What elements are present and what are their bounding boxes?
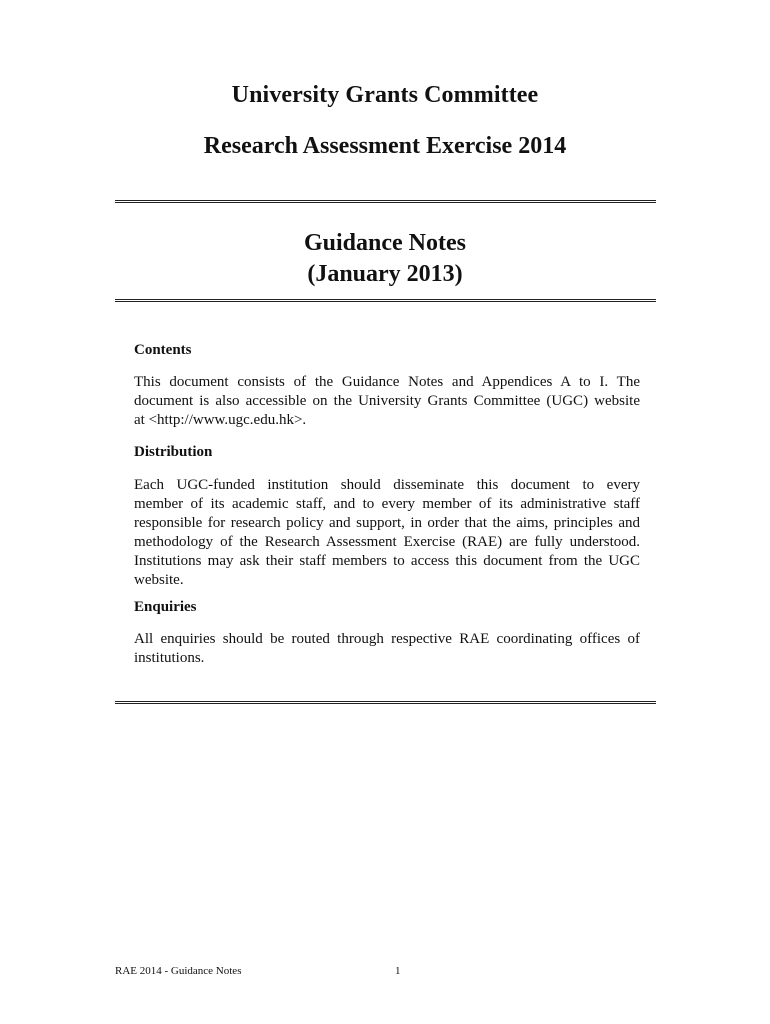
contents-line: at <http://www.ugc.edu.hk>. — [134, 412, 307, 428]
distribution-line: website. — [134, 572, 184, 588]
enquiries-line: institutions. — [134, 650, 205, 666]
distribution-line: responsible for research policy and support, in order that the aims, principles and — [134, 515, 640, 531]
contents-heading: Contents — [134, 342, 192, 358]
footer-page-number: 1 — [395, 965, 401, 977]
footer-document-label: RAE 2014 - Guidance Notes — [115, 965, 242, 977]
contents-paragraph — [134, 373, 640, 430]
contents-line: This document consists of the Guidance Notes and Appendices A to I. The — [134, 374, 640, 390]
organization-title: University Grants Committee — [231, 82, 539, 108]
distribution-paragraph — [134, 476, 640, 590]
bottom-divider — [115, 701, 656, 704]
distribution-line: methodology of the Research Assessment Exercise (RAE) are fully understood. — [134, 534, 640, 550]
enquiries-paragraph — [134, 630, 640, 668]
distribution-line: member of its academic staff, and to every member of its administrative staff — [134, 496, 640, 512]
document-title: Guidance Notes — [304, 230, 466, 256]
enquiries-heading: Enquiries — [134, 599, 197, 615]
enquiries-line: All enquiries should be routed through respective RAE coordinating offices of — [134, 631, 640, 647]
contents-line: document is also accessible on the University Grants Committee (UGC) website — [134, 393, 640, 409]
distribution-line: Institutions may ask their staff members to access this document from the UGC — [134, 553, 640, 569]
document-date: (January 2013) — [307, 261, 463, 287]
exercise-title: Research Assessment Exercise 2014 — [203, 133, 567, 159]
distribution-line: Each UGC-funded institution should disseminate this document to every — [134, 477, 640, 493]
distribution-heading: Distribution — [134, 444, 213, 460]
middle-divider — [115, 299, 656, 302]
top-divider — [115, 200, 656, 203]
